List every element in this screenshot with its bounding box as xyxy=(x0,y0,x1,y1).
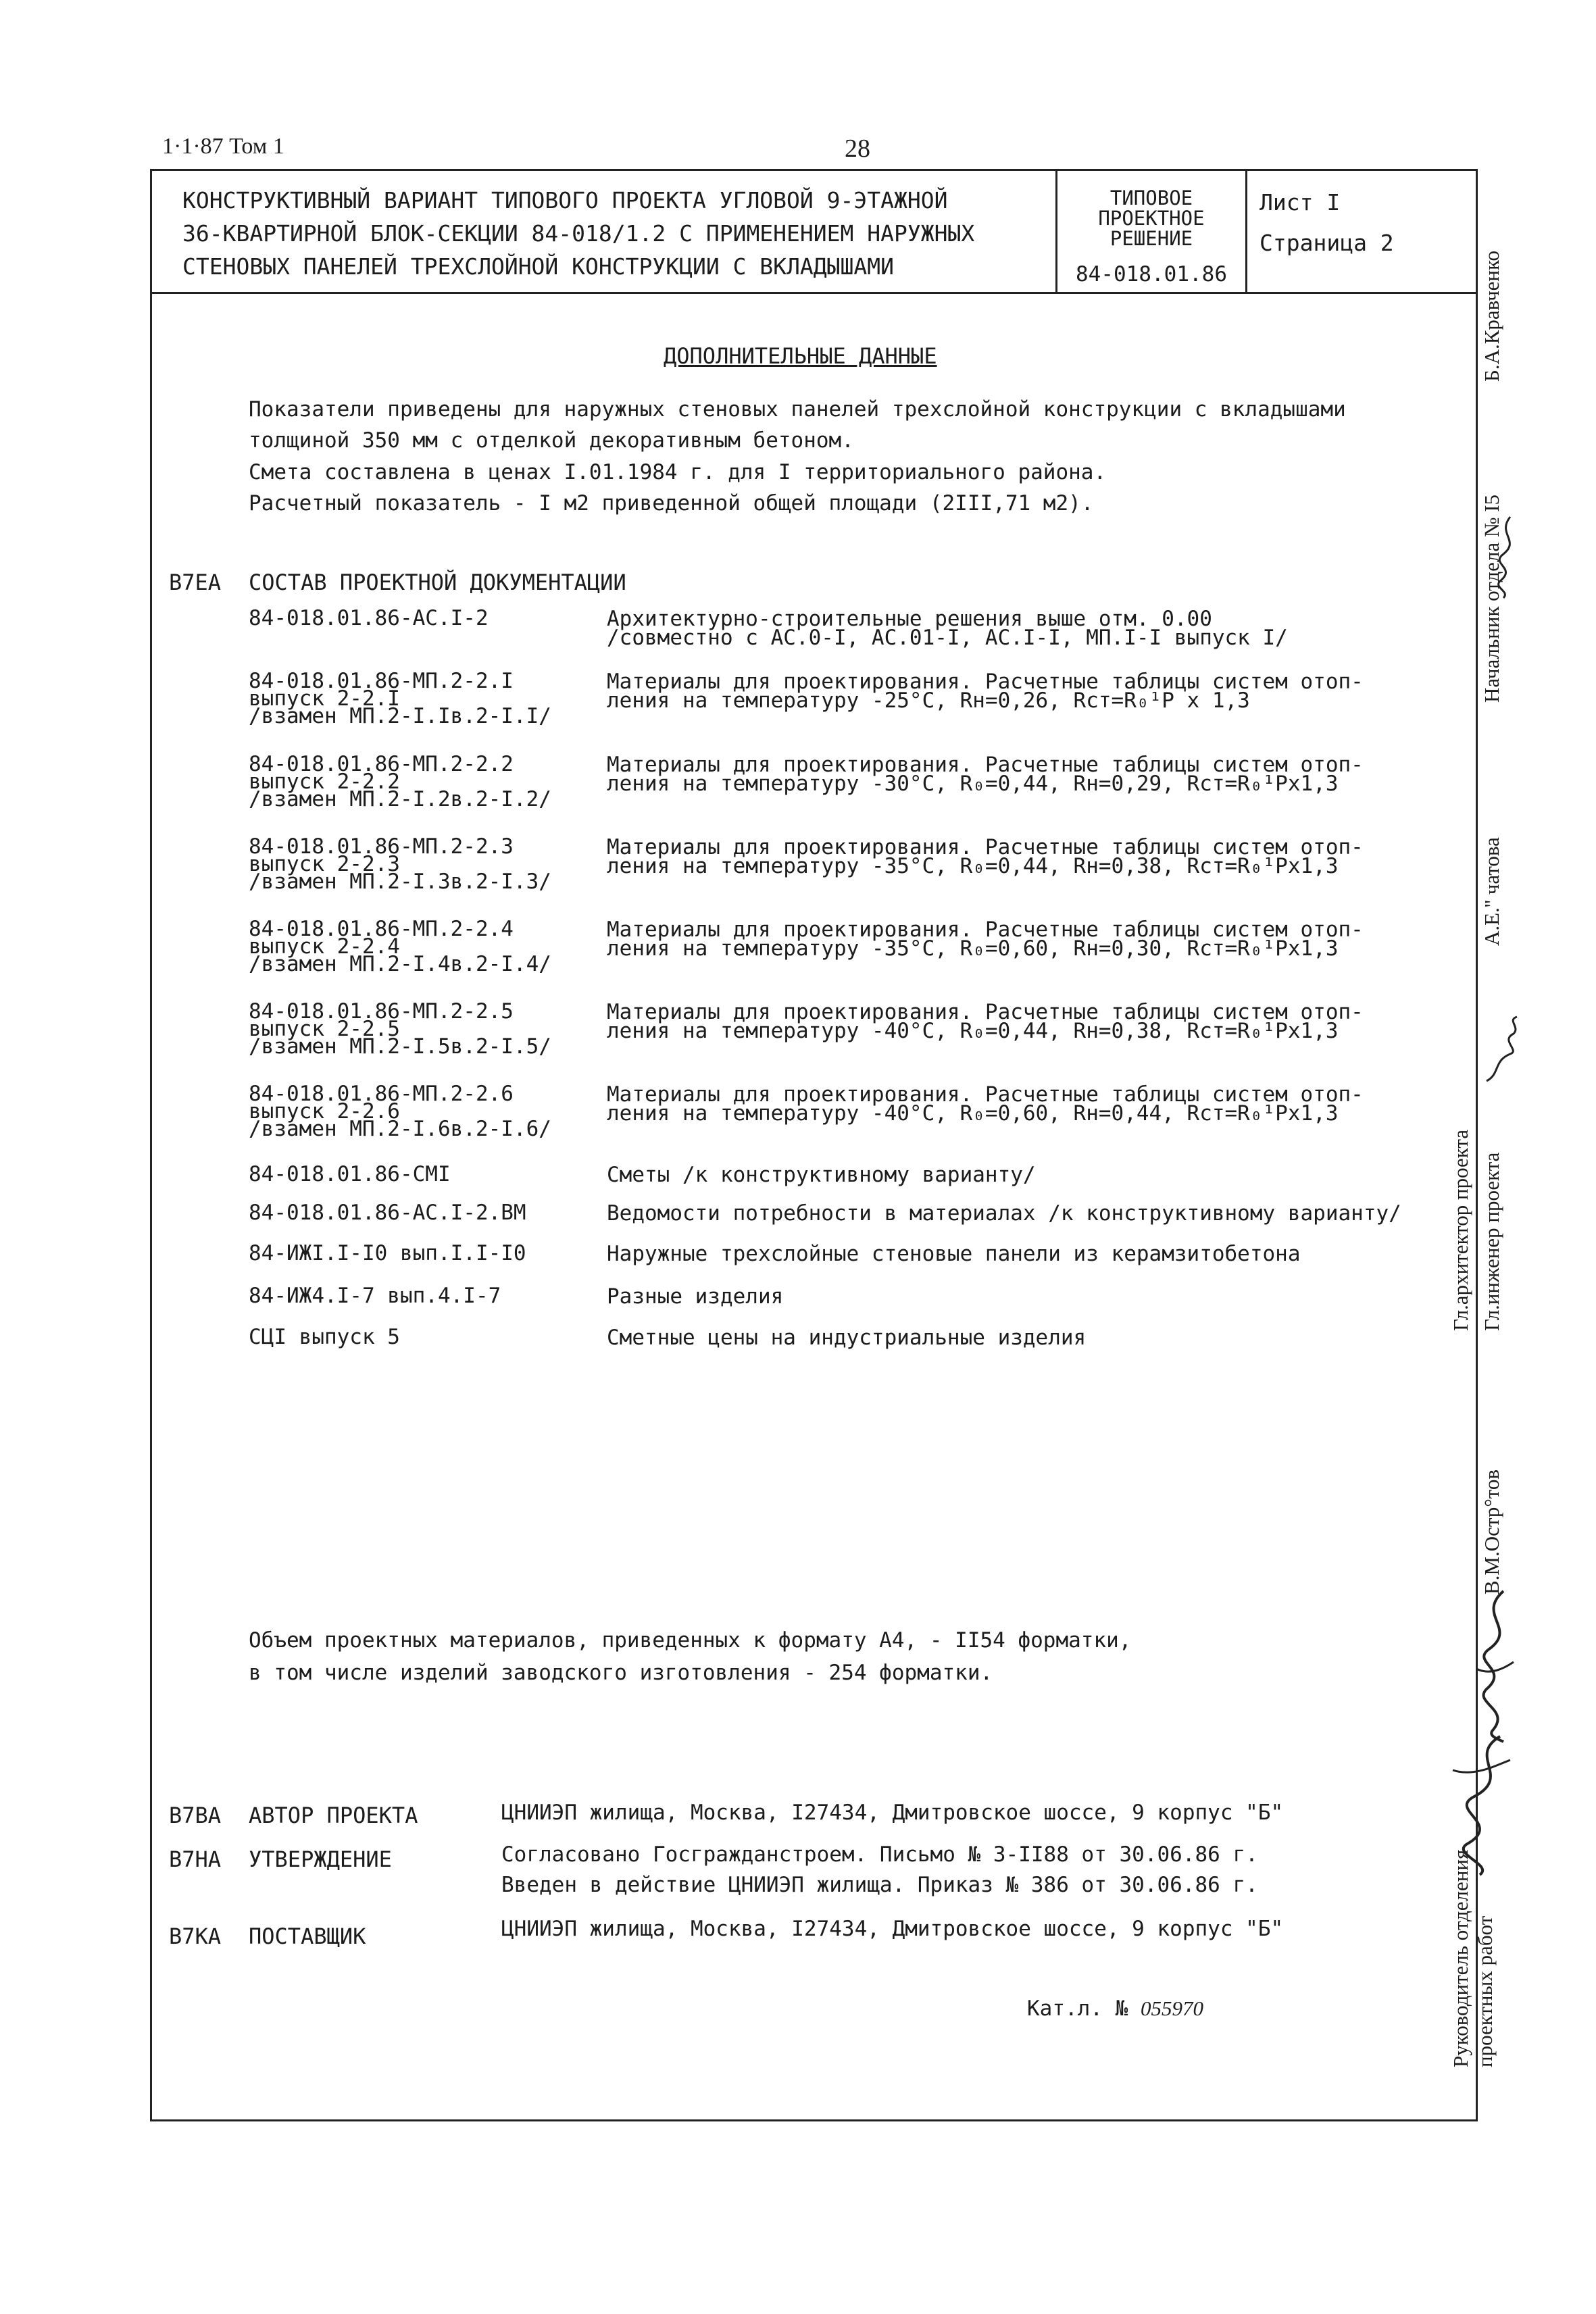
intro-line: толщиной 350 мм с отделкой декоративным бетоном. xyxy=(249,428,854,453)
approval-code: В7НА xyxy=(169,1846,222,1872)
header-title-line: СТЕНОВЫХ ПАНЕЛЕЙ ТРЕХСЛОЙНОЙ КОНСТРУКЦИИ С ВКЛАДЫШАМИ xyxy=(182,253,894,280)
approval-value: Согласовано Госгражданстроем. Письмо № 3-II88 от 30.06.86 г. xyxy=(501,1842,1258,1867)
author-code: В7ВА xyxy=(169,1803,222,1828)
section-title: ДОПОЛНИТЕЛЬНЫЕ ДАННЫЕ xyxy=(664,343,937,369)
author-label: АВТОР ПРОЕКТА xyxy=(249,1803,418,1828)
supplier-code: В7КА xyxy=(169,1923,222,1949)
side-chief-architect: Гл.архитектор проекта xyxy=(1449,1129,1472,1331)
approval-label: УТВЕРЖДЕНИЕ xyxy=(249,1846,392,1872)
side-head-dept: Начальник отдела № I5 xyxy=(1480,494,1503,703)
side-name-kravchenko: Б.А.Кравченко xyxy=(1480,250,1503,382)
side-name-ivatova: А.Е.'' чатова xyxy=(1480,837,1503,946)
side-name-ostrovsky: В.М.Остр°тов xyxy=(1480,1469,1503,1594)
doc-item-desc: Материалы для проектирования. Расчетные таблицы систем отоп- ления на температуру -35°С, R₀=0,44, Rн=0,38, Rст=R₀¹Рх1,3 xyxy=(607,835,1364,878)
side-head-division-line2: проектных работ xyxy=(1473,1915,1497,2067)
doc-item-code: 84-018.01.86-АС.I-2.ВМ xyxy=(249,1201,526,1225)
doc-item-desc: Ведомости потребности в материалах /к конструктивному варианту/ xyxy=(607,1201,1401,1226)
header-divider-vertical-2 xyxy=(1245,169,1247,294)
signature-ostrovsky xyxy=(1463,1588,1524,1743)
doc-item-code: 84-018.01.86-МП.2-2.5 выпуск 2-2.5 /взамен МП.2-I.5в.2-I.5/ xyxy=(249,999,551,1059)
approval-value: Введен в действие ЦНИИЭП жилища. Приказ № 386 от 30.06.86 г. xyxy=(501,1873,1258,1897)
doc-item-desc: Сметные цены на индустриальные изделия xyxy=(607,1326,1087,1350)
side-chief-engineer: Гл.инженер проекта xyxy=(1480,1152,1503,1331)
intro-line: Смета составлена в ценах I.01.1984 г. для I территориального района. xyxy=(249,460,1107,484)
doc-item-code: 84-ИЖI.I-I0 вып.I.I-I0 xyxy=(249,1241,526,1265)
signature-engineer xyxy=(1480,1013,1527,1095)
volume-line: Объем проектных материалов, приведенных к формату А4, - II54 форматки, xyxy=(249,1628,1132,1653)
signature-head-dept xyxy=(1483,513,1530,601)
doc-item-desc: Материалы для проектирования. Расчетные таблицы систем отоп- ления на температуру -25°С, Rн=0,26, Rст=R₀¹Р х 1,3 xyxy=(607,670,1364,713)
page-number: 28 xyxy=(845,134,870,163)
intro-line: Расчетный показатель - I м2 приведенной общей площади (2III,71 м2). xyxy=(249,491,1094,515)
composition-title: СОСТАВ ПРОЕКТНОЙ ДОКУМЕНТАЦИИ xyxy=(249,570,626,595)
header-divider-vertical-1 xyxy=(1055,169,1057,294)
intro-line: Показатели приведены для наружных стеновых панелей трехслойной конструкции с вкладышами xyxy=(249,397,1346,422)
author-value: ЦНИИЭП жилища, Москва, I27434, Дмитровское шоссе, 9 корпус "Б" xyxy=(501,1801,1284,1825)
header-title-line: КОНСТРУКТИВНЫЙ ВАРИАНТ ТИПОВОГО ПРОЕКТА УГЛОВОЙ 9-ЭТАЖНОЙ xyxy=(182,187,948,213)
doc-item-desc: Материалы для проектирования. Расчетные таблицы систем отоп- ления на температуру -35°С, R₀=0,60, Rн=0,30, Rст=R₀¹Рх1,3 xyxy=(607,917,1364,961)
volume-reference: 1·1·87 Том 1 xyxy=(162,134,284,159)
header-title-line: 36-КВАРТИРНОЙ БЛОК-СЕКЦИИ 84-018/1.2 С ПРИМЕНЕНИЕМ НАРУЖНЫХ xyxy=(182,220,975,247)
catalog-number xyxy=(1027,1996,1203,2021)
header-page: Страница 2 xyxy=(1260,230,1394,256)
header-title xyxy=(182,184,974,283)
header-code: 84-018.01.86 xyxy=(1076,262,1227,286)
doc-item-desc: Сметы /к конструктивному варианту/ xyxy=(607,1163,1036,1187)
doc-item-desc: Материалы для проектирования. Расчетные таблицы систем отоп- ления на температуру -40°С, R₀=0,44, Rн=0,38, Rст=R₀¹Рх1,3 xyxy=(607,1000,1364,1043)
composition-code: В7ЕА xyxy=(169,570,222,595)
signature-division-head xyxy=(1439,1730,1520,1878)
doc-item-code: 84-018.01.86-МП.2-2.6 выпуск 2-2.6 /взамен МП.2-I.6в.2-I.6/ xyxy=(249,1082,551,1141)
supplier-label: ПОСТАВЩИК xyxy=(249,1923,366,1949)
doc-item-code: СЦI выпуск 5 xyxy=(249,1325,400,1349)
doc-item-desc: Архитектурно-строительные решения выше отм. 0.00 /совместно с АС.0-I, АС.01-I, АС.I-I, МП.I-I выпуск I/ xyxy=(607,607,1288,650)
doc-item-code: 84-018.01.86-МП.2-2.2 выпуск 2-2.2 /взамен МП.2-I.2в.2-I.2/ xyxy=(249,752,551,811)
header-divider xyxy=(150,292,1478,294)
supplier-value: ЦНИИЭП жилища, Москва, I27434, Дмитровское шоссе, 9 корпус "Б" xyxy=(501,1917,1284,1941)
doc-item-desc: Разные изделия xyxy=(607,1284,784,1309)
catalog-value: 055970 xyxy=(1140,1996,1203,2020)
header-sheet: Лист I xyxy=(1260,189,1341,216)
catalog-label: Кат.л. № xyxy=(1027,1996,1128,2021)
doc-item-code: 84-018.01.86-МП.2-2.4 выпуск 2-2.4 /взамен МП.2-I.4в.2-I.4/ xyxy=(249,917,551,976)
doc-item-code: 84-018.01.86-МП.2-2.I выпуск 2-2.I /взамен МП.2-I.Iв.2-I.I/ xyxy=(249,669,551,728)
doc-item-code: 84-018.01.86-МП.2-2.3 выпуск 2-2.3 /взамен МП.2-I.3в.2-I.3/ xyxy=(249,834,551,894)
doc-item-code: 84-018.01.86-СМI xyxy=(249,1162,451,1186)
doc-item-desc: Материалы для проектирования. Расчетные таблицы систем отоп- ления на температуру -40°С, R₀=0,60, Rн=0,44, Rст=R₀¹Рх1,3 xyxy=(607,1082,1364,1126)
header-type-label: ТИПОВОЕ ПРОЕКТНОЕ РЕШЕНИЕ xyxy=(1098,186,1205,250)
doc-item-desc: Материалы для проектирования. Расчетные таблицы систем отоп- ления на температуру -30°С, R₀=0,44, Rн=0,29, Rст=R₀¹Рх1,3 xyxy=(607,753,1364,796)
doc-item-code: 84-018.01.86-АС.I-2 xyxy=(249,606,489,630)
side-head-division: Руководитель отделения xyxy=(1449,1849,1472,2067)
volume-line: в том числе изделий заводского изготовления - 254 форматки. xyxy=(249,1661,993,1685)
doc-item-desc: Наружные трехслойные стеновые панели из керамзитобетона xyxy=(607,1242,1301,1266)
doc-item-code: 84-ИЖ4.I-7 вып.4.I-7 xyxy=(249,1284,501,1308)
